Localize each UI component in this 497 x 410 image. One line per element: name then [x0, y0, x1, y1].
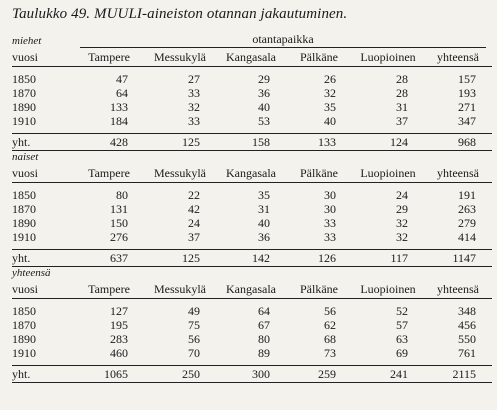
value-cell: 24	[396, 188, 408, 202]
section-name-row	[12, 32, 492, 48]
value-cell: 550	[458, 332, 476, 346]
table-row	[12, 216, 492, 230]
group-header-label: otantapaikka	[80, 32, 486, 48]
total-cell: 158	[216, 134, 286, 151]
value-cell: 40	[258, 216, 270, 230]
table-row	[12, 304, 492, 318]
column-header: Tampere	[74, 280, 144, 299]
total-cell: 968	[424, 134, 492, 151]
value-cell: 32	[396, 230, 408, 244]
row-label-header: vuosi	[12, 164, 74, 183]
value-cell: 52	[396, 304, 408, 318]
value-cell: 414	[458, 230, 476, 244]
sample-distribution-table	[12, 32, 492, 383]
table-row	[12, 230, 492, 244]
total-cell: 117	[352, 250, 424, 267]
value-cell: 75	[188, 318, 200, 332]
total-cell: 142	[216, 250, 286, 267]
value-cell: 35	[258, 188, 270, 202]
value-cell: 67	[258, 318, 270, 332]
value-cell: 279	[458, 216, 476, 230]
value-cell: 80	[258, 332, 270, 346]
value-cell: 31	[258, 202, 270, 216]
section-name: miehet	[12, 35, 42, 47]
total-row	[12, 366, 492, 383]
column-header: Pälkäne	[286, 164, 352, 183]
year-cell: 1910	[12, 346, 36, 360]
value-cell: 22	[188, 188, 200, 202]
column-header: yhteensä	[424, 280, 492, 299]
empty-cell	[74, 151, 492, 165]
value-cell: 33	[188, 114, 200, 128]
column-header: Luopioinen	[352, 164, 424, 183]
value-cell: 133	[110, 100, 128, 114]
value-cell: 30	[324, 188, 336, 202]
value-cell: 127	[110, 304, 128, 318]
value-cell: 29	[258, 72, 270, 86]
value-cell: 31	[396, 100, 408, 114]
value-cell: 32	[396, 216, 408, 230]
section-name: yhteensä	[12, 267, 74, 281]
group-header	[74, 32, 492, 48]
column-header: Pälkäne	[286, 48, 352, 67]
total-cell: 637	[74, 250, 144, 267]
column-header: Kangasala	[216, 280, 286, 299]
column-header: Tampere	[74, 48, 144, 67]
year-cell: 1870	[12, 86, 36, 100]
value-cell: 68	[324, 332, 336, 346]
section-name: naiset	[12, 151, 74, 165]
total-cell: 125	[144, 134, 216, 151]
value-cell: 761	[458, 346, 476, 360]
value-cell: 80	[116, 188, 128, 202]
value-cell: 32	[324, 86, 336, 100]
value-cell: 70	[188, 346, 200, 360]
section-name-row	[12, 151, 492, 165]
section-name-row	[12, 267, 492, 281]
year-cell: 1910	[12, 230, 36, 244]
value-cell: 191	[458, 188, 476, 202]
table-row	[12, 202, 492, 216]
column-header: Luopioinen	[352, 48, 424, 67]
value-cell: 348	[458, 304, 476, 318]
value-cell: 36	[258, 230, 270, 244]
year-cell: 1910	[12, 114, 36, 128]
column-header: Kangasala	[216, 164, 286, 183]
value-cell: 28	[396, 72, 408, 86]
row-label-header: vuosi	[12, 48, 74, 67]
column-header: Luopioinen	[352, 280, 424, 299]
table-row	[12, 332, 492, 346]
column-header: Pälkäne	[286, 280, 352, 299]
value-cell: 131	[110, 202, 128, 216]
value-cell: 53	[258, 114, 270, 128]
value-cell: 37	[188, 230, 200, 244]
total-cell: 2115	[424, 366, 492, 383]
total-cell: 133	[286, 134, 352, 151]
value-cell: 64	[116, 86, 128, 100]
value-cell: 33	[324, 216, 336, 230]
value-cell: 40	[324, 114, 336, 128]
table-row	[12, 318, 492, 332]
total-cell: 124	[352, 134, 424, 151]
table-row	[12, 346, 492, 360]
row-label-header: vuosi	[12, 280, 74, 299]
total-cell: 259	[286, 366, 352, 383]
total-label: yht.	[12, 134, 74, 151]
table-row	[12, 72, 492, 86]
total-label: yht.	[12, 366, 74, 383]
value-cell: 40	[258, 100, 270, 114]
year-cell: 1850	[12, 72, 36, 86]
value-cell: 263	[458, 202, 476, 216]
column-header-row	[12, 164, 492, 183]
value-cell: 24	[188, 216, 200, 230]
value-cell: 193	[458, 86, 476, 100]
year-cell: 1890	[12, 332, 36, 346]
value-cell: 62	[324, 318, 336, 332]
value-cell: 27	[188, 72, 200, 86]
value-cell: 47	[116, 72, 128, 86]
value-cell: 36	[258, 86, 270, 100]
total-cell: 250	[144, 366, 216, 383]
year-cell: 1850	[12, 304, 36, 318]
column-header: yhteensä	[424, 164, 492, 183]
column-header: Tampere	[74, 164, 144, 183]
value-cell: 28	[396, 86, 408, 100]
value-cell: 460	[110, 346, 128, 360]
value-cell: 157	[458, 72, 476, 86]
year-cell: 1890	[12, 216, 36, 230]
value-cell: 276	[110, 230, 128, 244]
value-cell: 35	[324, 100, 336, 114]
value-cell: 456	[458, 318, 476, 332]
value-cell: 30	[324, 202, 336, 216]
column-header-row	[12, 280, 492, 299]
column-header: Messukylä	[144, 164, 216, 183]
year-cell: 1850	[12, 188, 36, 202]
value-cell: 56	[324, 304, 336, 318]
total-cell: 428	[74, 134, 144, 151]
table-row	[12, 86, 492, 100]
value-cell: 42	[188, 202, 200, 216]
value-cell: 33	[188, 86, 200, 100]
table-row	[12, 100, 492, 114]
value-cell: 195	[110, 318, 128, 332]
value-cell: 69	[396, 346, 408, 360]
total-row	[12, 250, 492, 267]
value-cell: 283	[110, 332, 128, 346]
total-cell: 300	[216, 366, 286, 383]
table-body	[12, 32, 492, 383]
table-row	[12, 188, 492, 202]
column-header: Kangasala	[216, 48, 286, 67]
table-title: Taulukko 49. MUULI-aineiston otannan jakautuminen.	[12, 6, 348, 22]
total-cell: 1065	[74, 366, 144, 383]
year-cell: 1890	[12, 100, 36, 114]
value-cell: 32	[188, 100, 200, 114]
value-cell: 57	[396, 318, 408, 332]
value-cell: 271	[458, 100, 476, 114]
column-header-row	[12, 48, 492, 67]
value-cell: 26	[324, 72, 336, 86]
value-cell: 37	[396, 114, 408, 128]
column-header: Messukylä	[144, 280, 216, 299]
total-cell: 241	[352, 366, 424, 383]
value-cell: 184	[110, 114, 128, 128]
value-cell: 63	[396, 332, 408, 346]
total-label: yht.	[12, 250, 74, 267]
value-cell: 64	[258, 304, 270, 318]
total-cell: 126	[286, 250, 352, 267]
value-cell: 89	[258, 346, 270, 360]
value-cell: 347	[458, 114, 476, 128]
value-cell: 73	[324, 346, 336, 360]
year-cell: 1870	[12, 318, 36, 332]
year-cell: 1870	[12, 202, 36, 216]
value-cell: 150	[110, 216, 128, 230]
value-cell: 56	[188, 332, 200, 346]
total-row	[12, 134, 492, 151]
value-cell: 29	[396, 202, 408, 216]
table-row	[12, 114, 492, 128]
total-cell: 125	[144, 250, 216, 267]
value-cell: 49	[188, 304, 200, 318]
value-cell: 33	[324, 230, 336, 244]
column-header: yhteensä	[424, 48, 492, 67]
empty-cell	[74, 267, 492, 281]
total-cell: 1147	[424, 250, 492, 267]
column-header: Messukylä	[144, 48, 216, 67]
